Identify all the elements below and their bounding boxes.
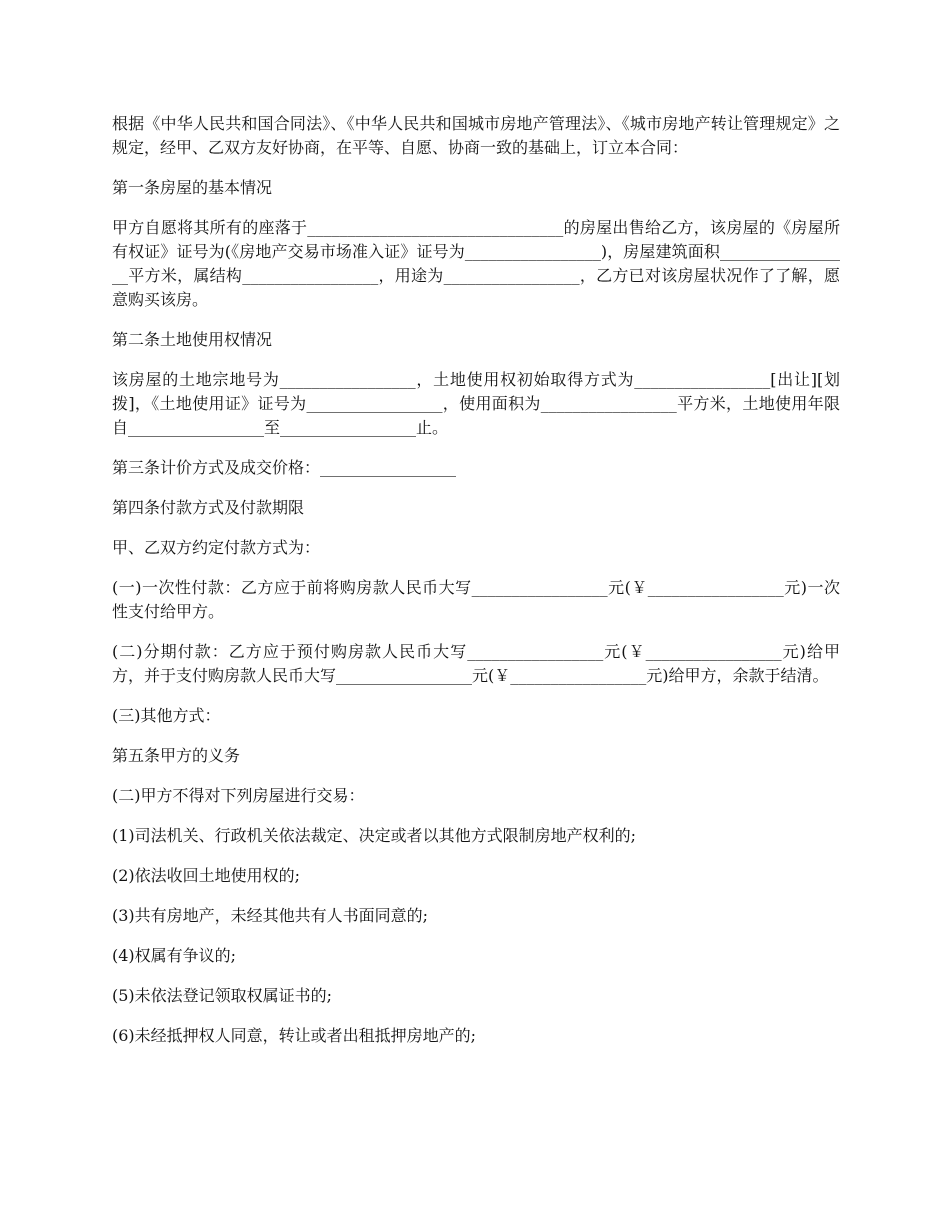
payment-option-lump-sum: (一)一次性付款：乙方应于前将购房款人民币大写_________________元(￥_________________元)一次性支付给甲方。 <box>112 578 840 621</box>
payment-option-installment: (二)分期付款：乙方应于预付购房款人民币大写_________________元(￥_________________元)给甲方，并于支付购房款人民币大写_________________元(￥_________________元)给甲方，余款于结清。 <box>112 642 840 685</box>
article-4-heading: 第四条付款方式及付款期限 <box>112 498 305 517</box>
prohibited-item-4: (4)权属有争议的; <box>112 946 237 965</box>
prohibited-item-5: (5)未依法登记领取权属证书的; <box>112 986 333 1005</box>
article-1-heading: 第一条房屋的基本情况 <box>112 178 273 197</box>
article-2-heading: 第二条土地使用权情况 <box>112 330 273 349</box>
article-3-heading: 第三条计价方式及成交价格：_________________ <box>112 458 457 477</box>
prohibited-item-1: (1)司法机关、行政机关依法裁定、决定或者以其他方式限制房地产权利的; <box>112 826 637 845</box>
document-page <box>112 112 840 1064</box>
prohibited-item-3: (3)共有房地产，未经其他共有人书面同意的; <box>112 906 429 925</box>
payment-method-intro: 甲、乙双方约定付款方式为： <box>112 538 321 557</box>
prohibited-item-2: (2)依法收回土地使用权的; <box>112 866 301 885</box>
prohibited-transactions-intro: (二)甲方不得对下列房屋进行交易： <box>112 786 365 805</box>
payment-option-other: (三)其他方式： <box>112 706 221 725</box>
prohibited-item-6: (6)未经抵押权人同意，转让或者出租抵押房地产的; <box>112 1026 477 1045</box>
article-2-body: 该房屋的土地宗地号为_________________，土地使用权初始取得方式为_________________[出让][划拨]，《土地使用证》证号为_________________，使用面积为_________________平方米，土地使用年限自_________________至_________________止。 <box>112 370 840 437</box>
article-5-heading: 第五条甲方的义务 <box>112 746 241 765</box>
article-1-body: 甲方自愿将其所有的座落于________________________________的房屋出售给乙方，该房屋的《房屋所有权证》证号为(《房地产交易市场准入证》证号为_________________)，房屋建筑面积_________________平方米，属结构_________________，用途为_________________，乙方已对该房屋状况作了了解，愿意购买该房。 <box>112 218 840 309</box>
preamble-paragraph: 根据《中华人民共和国合同法》、《中华人民共和国城市房地产管理法》、《城市房地产转让管理规定》之规定，经甲、乙双方友好协商，在平等、自愿、协商一致的基础上，订立本合同： <box>112 114 840 157</box>
